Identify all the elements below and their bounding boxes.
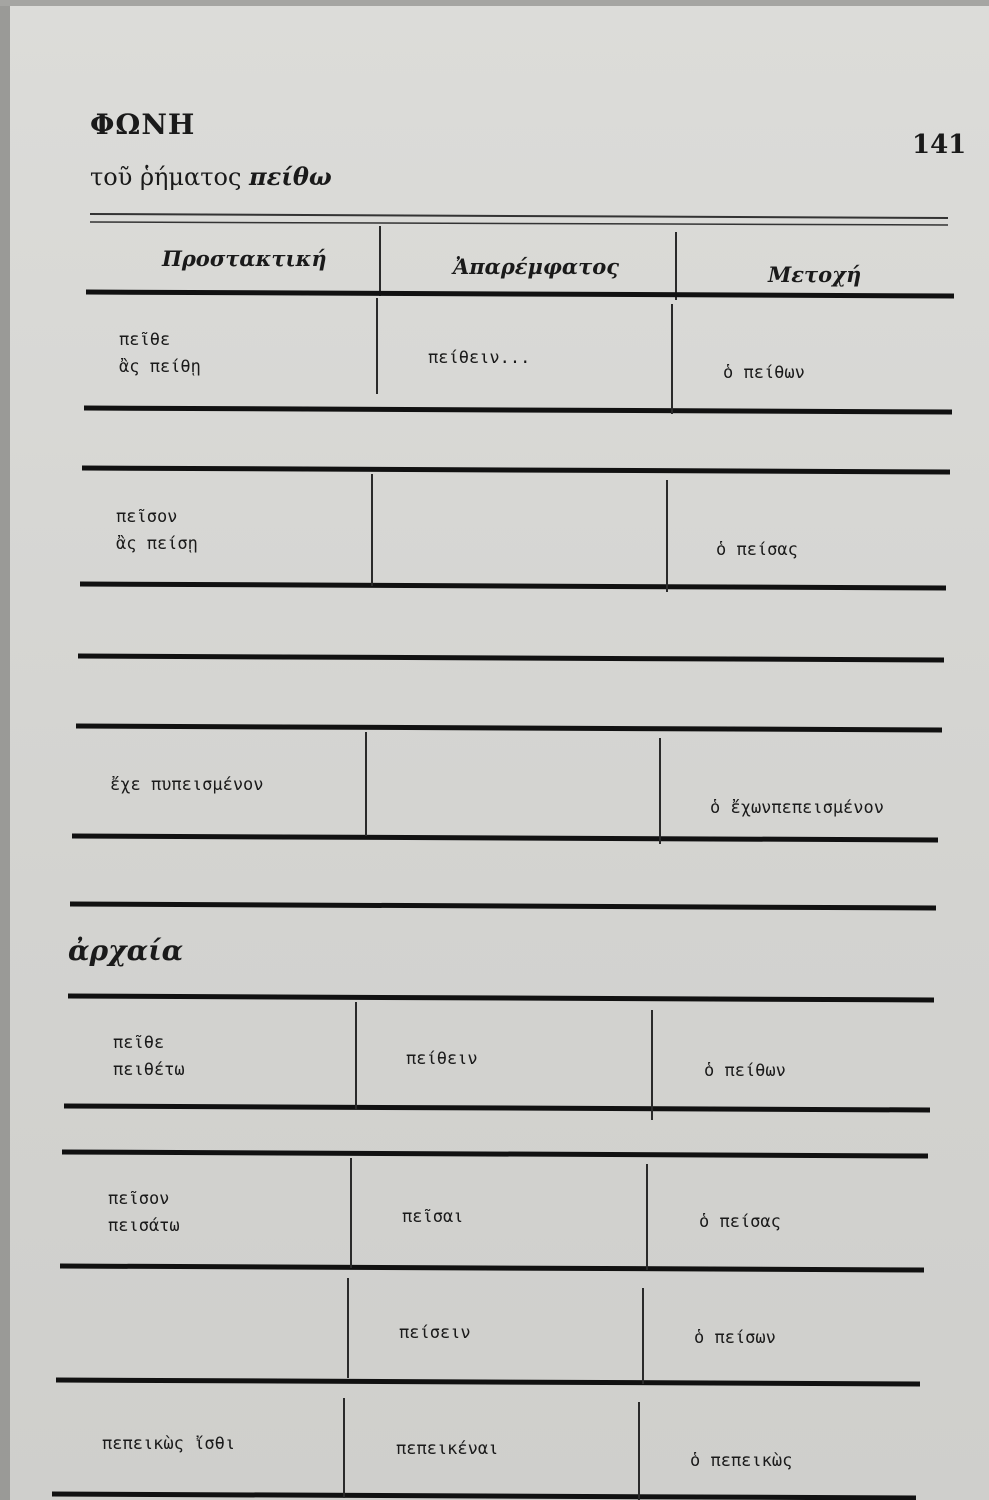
rule [0, 466, 989, 474]
row5-participle: ὁ πείσας [699, 1212, 781, 1232]
rule [0, 994, 989, 1002]
col-divider [651, 1010, 653, 1120]
col-divider [666, 480, 668, 592]
row5-imperative-1: πεῖσον [108, 1189, 170, 1209]
header-top-rule [0, 212, 989, 220]
col-divider [376, 298, 378, 394]
header-divider-1 [379, 226, 381, 296]
rule [0, 1104, 989, 1112]
rule [0, 1378, 989, 1386]
rule [0, 290, 989, 298]
rule [0, 654, 989, 662]
row2-participle: ὁ πείσας [716, 540, 798, 560]
col-divider [371, 474, 373, 586]
col-divider [659, 738, 661, 844]
row6-infinitive: πείσειν [399, 1323, 471, 1343]
row5-imperative-2: πεισάτω [108, 1216, 180, 1236]
row4-infinitive: πείθειν [406, 1049, 478, 1069]
row2-imperative-2: ἂς πείσῃ [116, 534, 198, 554]
row4-imperative-1: πεῖθε [113, 1033, 165, 1053]
col-divider [642, 1288, 644, 1384]
row7-infinitive: πεπεικέναι [396, 1439, 499, 1459]
section-ancient: ἀρχαία [68, 934, 184, 967]
row2-imperative-1: πεῖσον [116, 507, 178, 527]
rule [0, 1264, 989, 1272]
rule [0, 582, 989, 590]
row1-participle: ὁ πείθων [723, 363, 805, 383]
row7-participle: ὁ πεπεικὼς [690, 1451, 793, 1471]
col-divider [347, 1278, 349, 1378]
row3-participle: ὁ ἔχωνπεπεισμένον [710, 798, 884, 818]
page-number: 141 [912, 130, 967, 160]
rule [0, 834, 989, 842]
row4-imperative-2: πειθέτω [113, 1060, 185, 1080]
row1-imperative-1: πεῖθε [119, 330, 171, 350]
col-divider [355, 1002, 357, 1110]
rule [0, 1150, 989, 1158]
header-participle: Μετοχή [768, 262, 862, 287]
row4-participle: ὁ πείθων [704, 1061, 786, 1081]
row6-participle: ὁ πείσων [694, 1328, 776, 1348]
row5-infinitive: πεῖσαι [402, 1207, 464, 1227]
col-divider [638, 1402, 640, 1500]
page-subtitle [90, 162, 332, 191]
col-divider [671, 304, 673, 414]
col-divider [646, 1164, 648, 1270]
row3-imperative: ἔχε πυπεισμένον [110, 775, 264, 795]
rule [0, 1492, 989, 1500]
row1-imperative-2: ἂς πείθῃ [119, 357, 201, 377]
rule [0, 406, 989, 414]
header-infinitive: Ἀπαρέμφατος [453, 254, 620, 279]
row7-imperative: πεπεικὼς ἴσθι [102, 1434, 236, 1454]
header-top-rule-2 [0, 220, 989, 228]
subtitle-prefix: τοῦ ῥήματος [90, 163, 242, 191]
header-imperative: Προστακτική [162, 246, 327, 271]
row1-infinitive: πείθειν... [428, 348, 531, 368]
col-divider [350, 1158, 352, 1268]
page-title: ΦΩΝΗ [90, 108, 196, 141]
col-divider [365, 732, 367, 836]
page-top-edge [0, 0, 989, 6]
rule [0, 902, 989, 910]
col-divider [343, 1398, 345, 1498]
rule [0, 724, 989, 732]
subtitle-verb: πείθω [249, 162, 332, 191]
